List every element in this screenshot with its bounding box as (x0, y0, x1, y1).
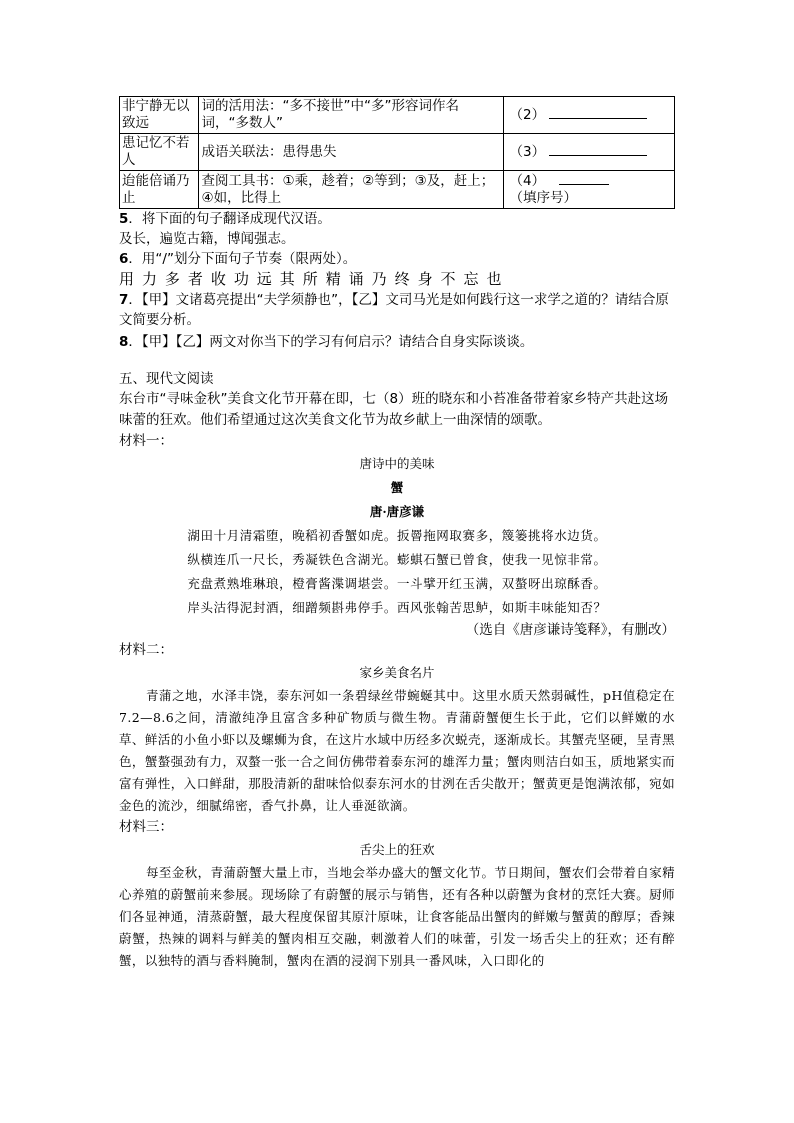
question-number: 8 (119, 334, 129, 350)
question-7-text: ．【甲】文诸葛亮提出“夫学须静也”，【乙】文司马光是如何践行这一求学之道的？请结合原文简要分析。 (119, 292, 669, 328)
poem-line: 纵横连爪一尺长，秀凝铁色含湖光。蟛蜞石蟹已曾食，使我一见惊非常。 (187, 552, 607, 567)
question-number: 5 (119, 211, 129, 227)
material-2-body: 青蒲之地，水泽丰饶，泰东河如一条碧绿丝带蜿蜒其中。这里水质天然弱碱性，pH值稳定在7.2—8.6之间，清澈纯净且富含多种矿物质与微生物。青蒲蔚蟹便生长于此，它们以鲜嫩的水草、鲜活的小鱼小虾以及螺蛳为食，在这片水域中历经多次蜕壳，逐渐成长。其蟹壳坚硬，呈青黑色，蟹螯强劲有力，双螯一张一合之间仿佛带着泰东河的雄浑力量；蟹肉则洁白如玉，质地紧实而富有弹性，入口鲜甜，那股清新的甜味恰似泰东河水的甘洌在舌尖散开；蟹黄更是饱满浓郁，宛如金色的流沙，细腻绵密，香气扑鼻，让人垂涎欲滴。 (119, 688, 675, 813)
material-3-title: 舌尖上的狂欢 (359, 842, 435, 857)
answer-suffix: （填序号） (509, 190, 578, 206)
answer-blank[interactable] (549, 106, 647, 119)
page (119, 96, 675, 972)
poem-line: 岸头沽得泥封酒，细蹭频斟弗停手。西风张翰苦思鲈，如斯丰味能知否？ (187, 600, 607, 615)
table-cell-word: 患记忆不若人 (120, 134, 199, 171)
material-2-label: 材料二： (119, 642, 173, 658)
table-row (120, 134, 675, 171)
section-heading: 五、现代文阅读 (119, 371, 214, 387)
table-row (120, 97, 675, 134)
question-number: 6 (119, 251, 129, 267)
table-cell-answer (503, 134, 674, 171)
answer-label: （3） (509, 144, 546, 160)
material-2-title: 家乡美食名片 (359, 665, 435, 680)
answer-label: （2） (509, 107, 546, 123)
question-5-text: ．将下面的句子翻译成现代汉语。 (128, 211, 331, 227)
question-5 (119, 209, 675, 229)
table-cell-answer (503, 97, 674, 134)
table-cell-answer (503, 171, 674, 209)
material-3-body: 每至金秋，青蒲蔚蟹大量上市，当地会举办盛大的蟹文化节。节日期间，蟹农们会带着自家精心养殖的蔚蟹前来参展。现场除了有蔚蟹的展示与销售，还有各种以蔚蟹为食材的烹饪大赛。厨师们各显神通，清蒸蔚蟹，最大程度保留其原汁原味，让食客能品出蟹肉的鲜嫩与蟹黄的醇厚；香辣蔚蟹，热辣的调料与鲜美的蟹肉相互交融，刺激着人们的味蕾，引发一场舌尖上的狂欢；还有醉蟹，以独特的酒与香料腌制，蟹肉在酒的浸润下别具一番风味，入口即化的 (119, 865, 675, 968)
material-3-label: 材料三： (119, 819, 173, 835)
table-row (120, 171, 675, 209)
question-6 (119, 249, 675, 269)
word-explanation-table (119, 96, 675, 209)
poem-line: 湖田十月清霜堕，晚稻初香蟹如虎。扳罾拖网取赛多，篾篓挑将水边货。 (187, 528, 607, 543)
table-cell-word: 迨能倍诵乃止 (120, 171, 199, 209)
table-cell-method: 成语关联法：患得患失 (199, 134, 503, 171)
material-1-subtitle: 蟹 (390, 480, 404, 495)
material-1-source: （选自《唐彦谦诗笺释》，有删改） (465, 622, 675, 638)
material-1-label: 材料一： (119, 433, 173, 449)
answer-blank[interactable] (559, 172, 609, 185)
question-5-sentence: 及长，遍览古籍，博闻强志。 (119, 231, 295, 247)
question-6-sentence: 用 力 多 者 收 功 远 其 所 精 诵 乃 终 身 不 忘 也 (119, 270, 504, 288)
material-1-author: 唐·唐彦谦 (369, 504, 425, 519)
question-7 (119, 290, 675, 330)
question-8 (119, 332, 675, 352)
material-1-title: 唐诗中的美味 (359, 456, 435, 471)
table-cell-method: 词的活用法：“多不接世”中“多”形容词作名词，“多数人” (199, 97, 503, 134)
poem-line: 充盘煮熟堆琳琅，橙膏酱渫调堪尝。一斗擘开红玉满，双螯呀出琼酥香。 (187, 576, 607, 591)
question-8-text: ．【甲】【乙】两文对你当下的学习有何启示？请结合自身实际谈谈。 (128, 334, 534, 350)
section-intro: 东台市“寻味金秋”美食文化节开幕在即，七（8）班的晓东和小苔准备带着家乡特产共赴这场味蕾的狂欢。他们希望通过这次美食文化节为故乡献上一曲深情的颂歌。 (119, 391, 669, 428)
question-6-text: ．用“/”划分下面句子节奏（限两处）。 (128, 251, 357, 267)
table-cell-word: 非宁静无以致远 (120, 97, 199, 134)
answer-blank[interactable] (549, 143, 647, 156)
answer-label: （4） (509, 173, 546, 189)
question-number: 7 (119, 292, 129, 308)
table-cell-method: 查阅工具书：①乘，趁着；②等到；③及，赶上；④如，比得上 (199, 171, 503, 209)
